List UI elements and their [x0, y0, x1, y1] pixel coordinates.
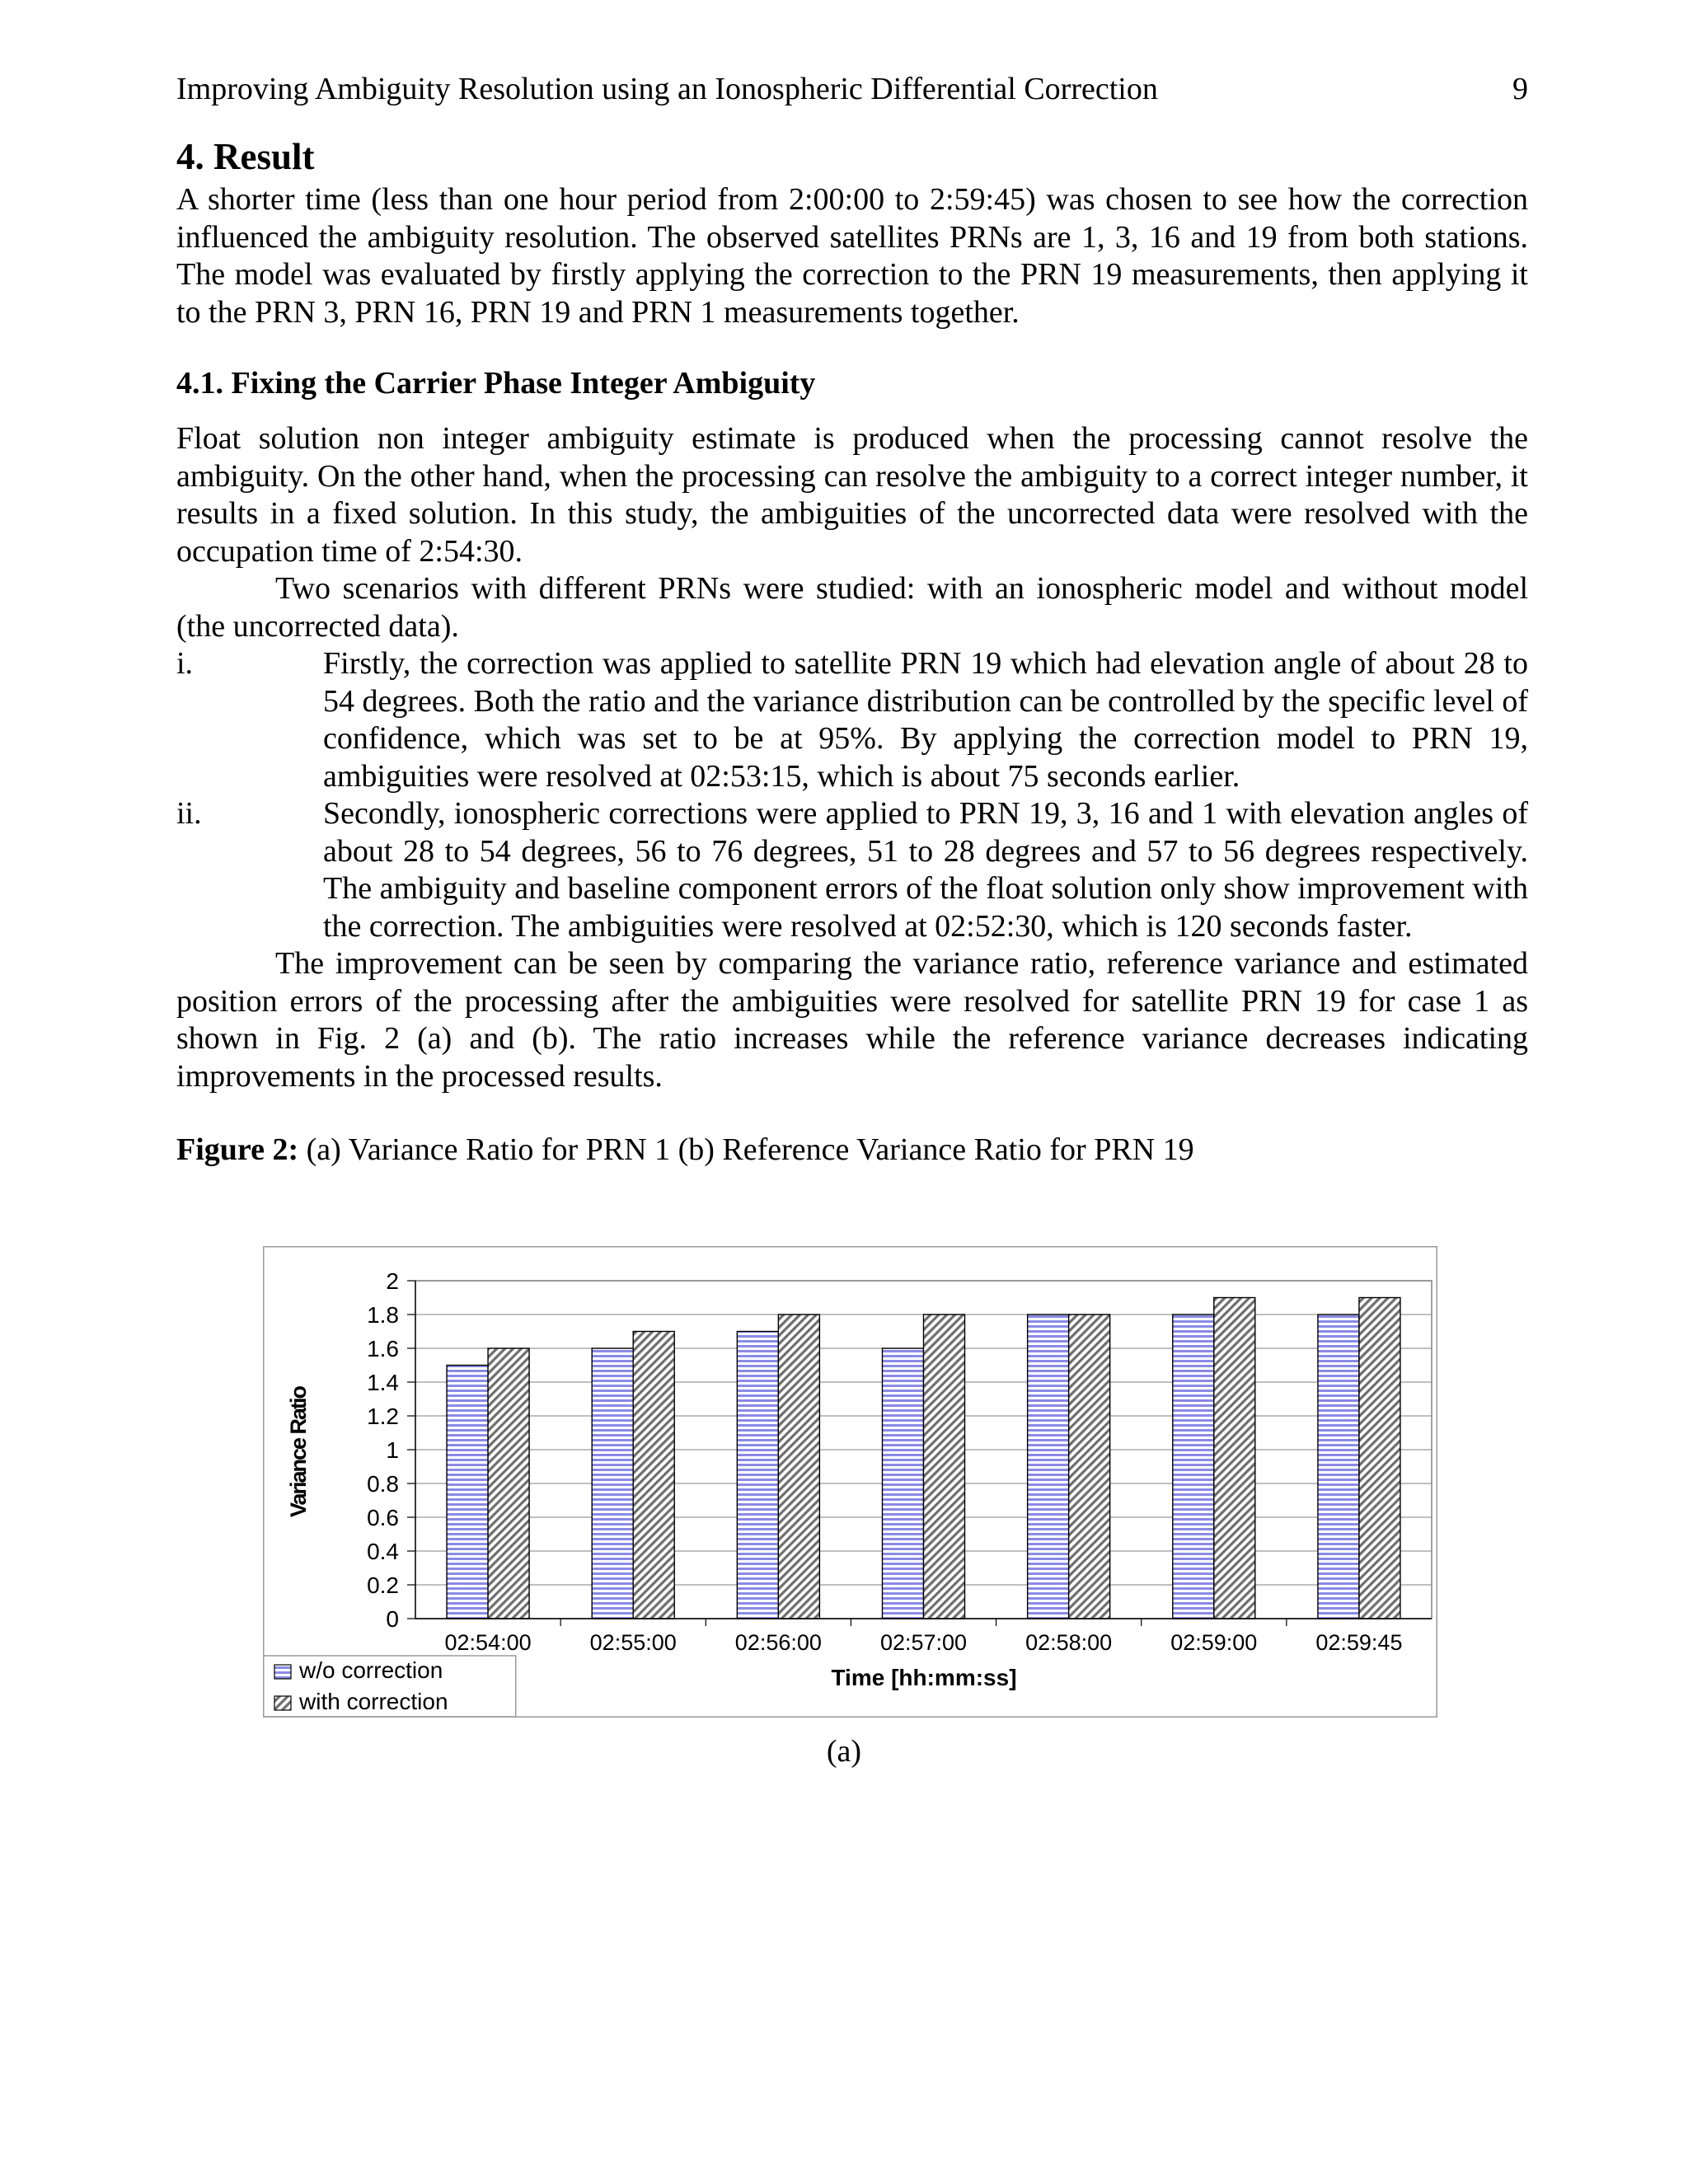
- list-marker: i.: [176, 646, 194, 681]
- legend-label-without-correction: w/o correction: [299, 1657, 443, 1683]
- x-tick-label: 02:54:00: [444, 1630, 532, 1655]
- y-tick-label: 2: [386, 1268, 399, 1294]
- bar-without-correction: [737, 1332, 778, 1619]
- list-item-text: Secondly, ionospheric corrections were applied to PRN 19, 3, 16 and 1 with elevation angles of about 28 to 54 degrees, 56 to 76 degrees, 51 to 28 degrees and 57 to 56 degrees respectively. The ambiguity and baseline component errors of the float solution only show improvement with the correction. The ambiguities were resolved at 02:52:30, which is 120 seconds faster.: [323, 796, 1528, 944]
- bar-without-correction: [1173, 1315, 1214, 1619]
- legend-swatch-without-correction: [274, 1665, 291, 1679]
- list-marker: ii.: [176, 796, 202, 831]
- float-solution-paragraph: Float solution non integer ambiguity estimate is produced when the processing cannot resolve the ambiguity. On the other hand, when the processing can resolve the ambiguity to a correct integer number, it results in a fixed solution. In this study, the ambiguities of the uncorrected data were resolved with the occupation time of 2:54:30.: [176, 421, 1528, 569]
- y-tick-label: 1.6: [367, 1336, 399, 1361]
- legend-label-with-correction: with correction: [299, 1689, 448, 1714]
- x-tick-label: 02:57:00: [879, 1630, 968, 1655]
- list-item: [176, 795, 1528, 945]
- figure-sublabel: (a): [826, 1734, 862, 1769]
- figure-caption-text: (a) Variance Ratio for PRN 1 (b) Reference Variance Ratio for PRN 19: [298, 1132, 1194, 1167]
- chart-svg: [263, 1246, 1437, 1718]
- scenarios-paragraph: Two scenarios with different PRNs were studied: with an ionospheric model and without model (the uncorrected data).: [176, 571, 1528, 644]
- x-tick-label: 02:59:00: [1170, 1630, 1258, 1655]
- improvement-paragraph: The improvement can be seen by comparing the variance ratio, reference variance and estimated position errors of the processing after the ambiguities were resolved for satellite PRN 19 for case 1 as shown in Fig. 2 (a) and (b). The ratio increases while the reference variance decreases indicating improvements in the processed results.: [176, 946, 1528, 1094]
- legend: [264, 1656, 516, 1717]
- section-heading: 4. Result: [176, 136, 315, 177]
- x-axis-label: Time [hh:mm:ss]: [831, 1665, 1017, 1690]
- y-tick-label: 1: [386, 1437, 399, 1463]
- variance-ratio-chart: [263, 1246, 1437, 1718]
- bar-without-correction: [883, 1348, 924, 1619]
- bar-without-correction: [592, 1348, 633, 1619]
- bar-with-correction: [633, 1332, 674, 1619]
- y-tick-label: 0.2: [367, 1572, 399, 1598]
- bar-with-correction: [1359, 1298, 1400, 1619]
- running-header: [176, 69, 1528, 109]
- list-item-text: Firstly, the correction was applied to satellite PRN 19 which had elevation angle of about 28 to 54 degrees. Both the ratio and the variance distribution can be controlled by the specific level of confidence, which was set to be at 95%. By applying the correction model to PRN 19, ambiguities were resolved at 02:53:15, which is about 75 seconds earlier.: [323, 646, 1528, 794]
- chart-frame: [264, 1247, 1437, 1718]
- legend-swatch-with-correction: [274, 1696, 291, 1710]
- x-tick-label: 02:58:00: [1025, 1630, 1113, 1655]
- bar-with-correction: [1214, 1298, 1255, 1619]
- list-item: [176, 645, 1528, 795]
- figure-caption: [176, 1132, 1528, 1169]
- section-intro-paragraph: A shorter time (less than one hour period from 2:00:00 to 2:59:45) was chosen to see how the correction influenced the ambiguity resolution. The observed satellites PRNs are 1, 3, 16 and 19 from both stations. The model was evaluated by firstly applying the correction to the PRN 19 measurements, then applying it to the PRN 3, PRN 16, PRN 19 and PRN 1 measurements together.: [176, 182, 1528, 330]
- bar-without-correction: [1318, 1315, 1359, 1619]
- y-tick-label: 1.4: [367, 1370, 399, 1395]
- scenario-list: [176, 645, 1528, 945]
- y-tick-label: 1.2: [367, 1404, 399, 1429]
- y-axis-label: Variance Ratio: [286, 1386, 311, 1518]
- y-tick-label: 0.8: [367, 1471, 399, 1497]
- page-number: 9: [1512, 72, 1528, 106]
- running-header-title: Improving Ambiguity Resolution using an Ionospheric Differential Correction: [176, 72, 1158, 106]
- y-tick-label: 0.6: [367, 1505, 399, 1530]
- bar-with-correction: [778, 1315, 819, 1619]
- y-tick-label: 0: [386, 1606, 399, 1632]
- x-tick-label: 02:55:00: [589, 1630, 677, 1655]
- main-content: [176, 134, 1528, 1169]
- bar-without-correction: [447, 1366, 488, 1619]
- y-tick-label: 1.8: [367, 1302, 399, 1328]
- bar-with-correction: [488, 1348, 529, 1619]
- figure-caption-label: Figure 2:: [176, 1132, 299, 1167]
- bar-without-correction: [1028, 1315, 1069, 1619]
- x-tick-label: 02:59:45: [1315, 1630, 1403, 1655]
- bar-with-correction: [1069, 1315, 1110, 1619]
- bar-with-correction: [924, 1315, 965, 1619]
- y-tick-label: 0.4: [367, 1539, 399, 1564]
- x-tick-label: 02:56:00: [734, 1630, 822, 1655]
- subsection-heading: 4.1. Fixing the Carrier Phase Integer Ambiguity: [176, 366, 816, 401]
